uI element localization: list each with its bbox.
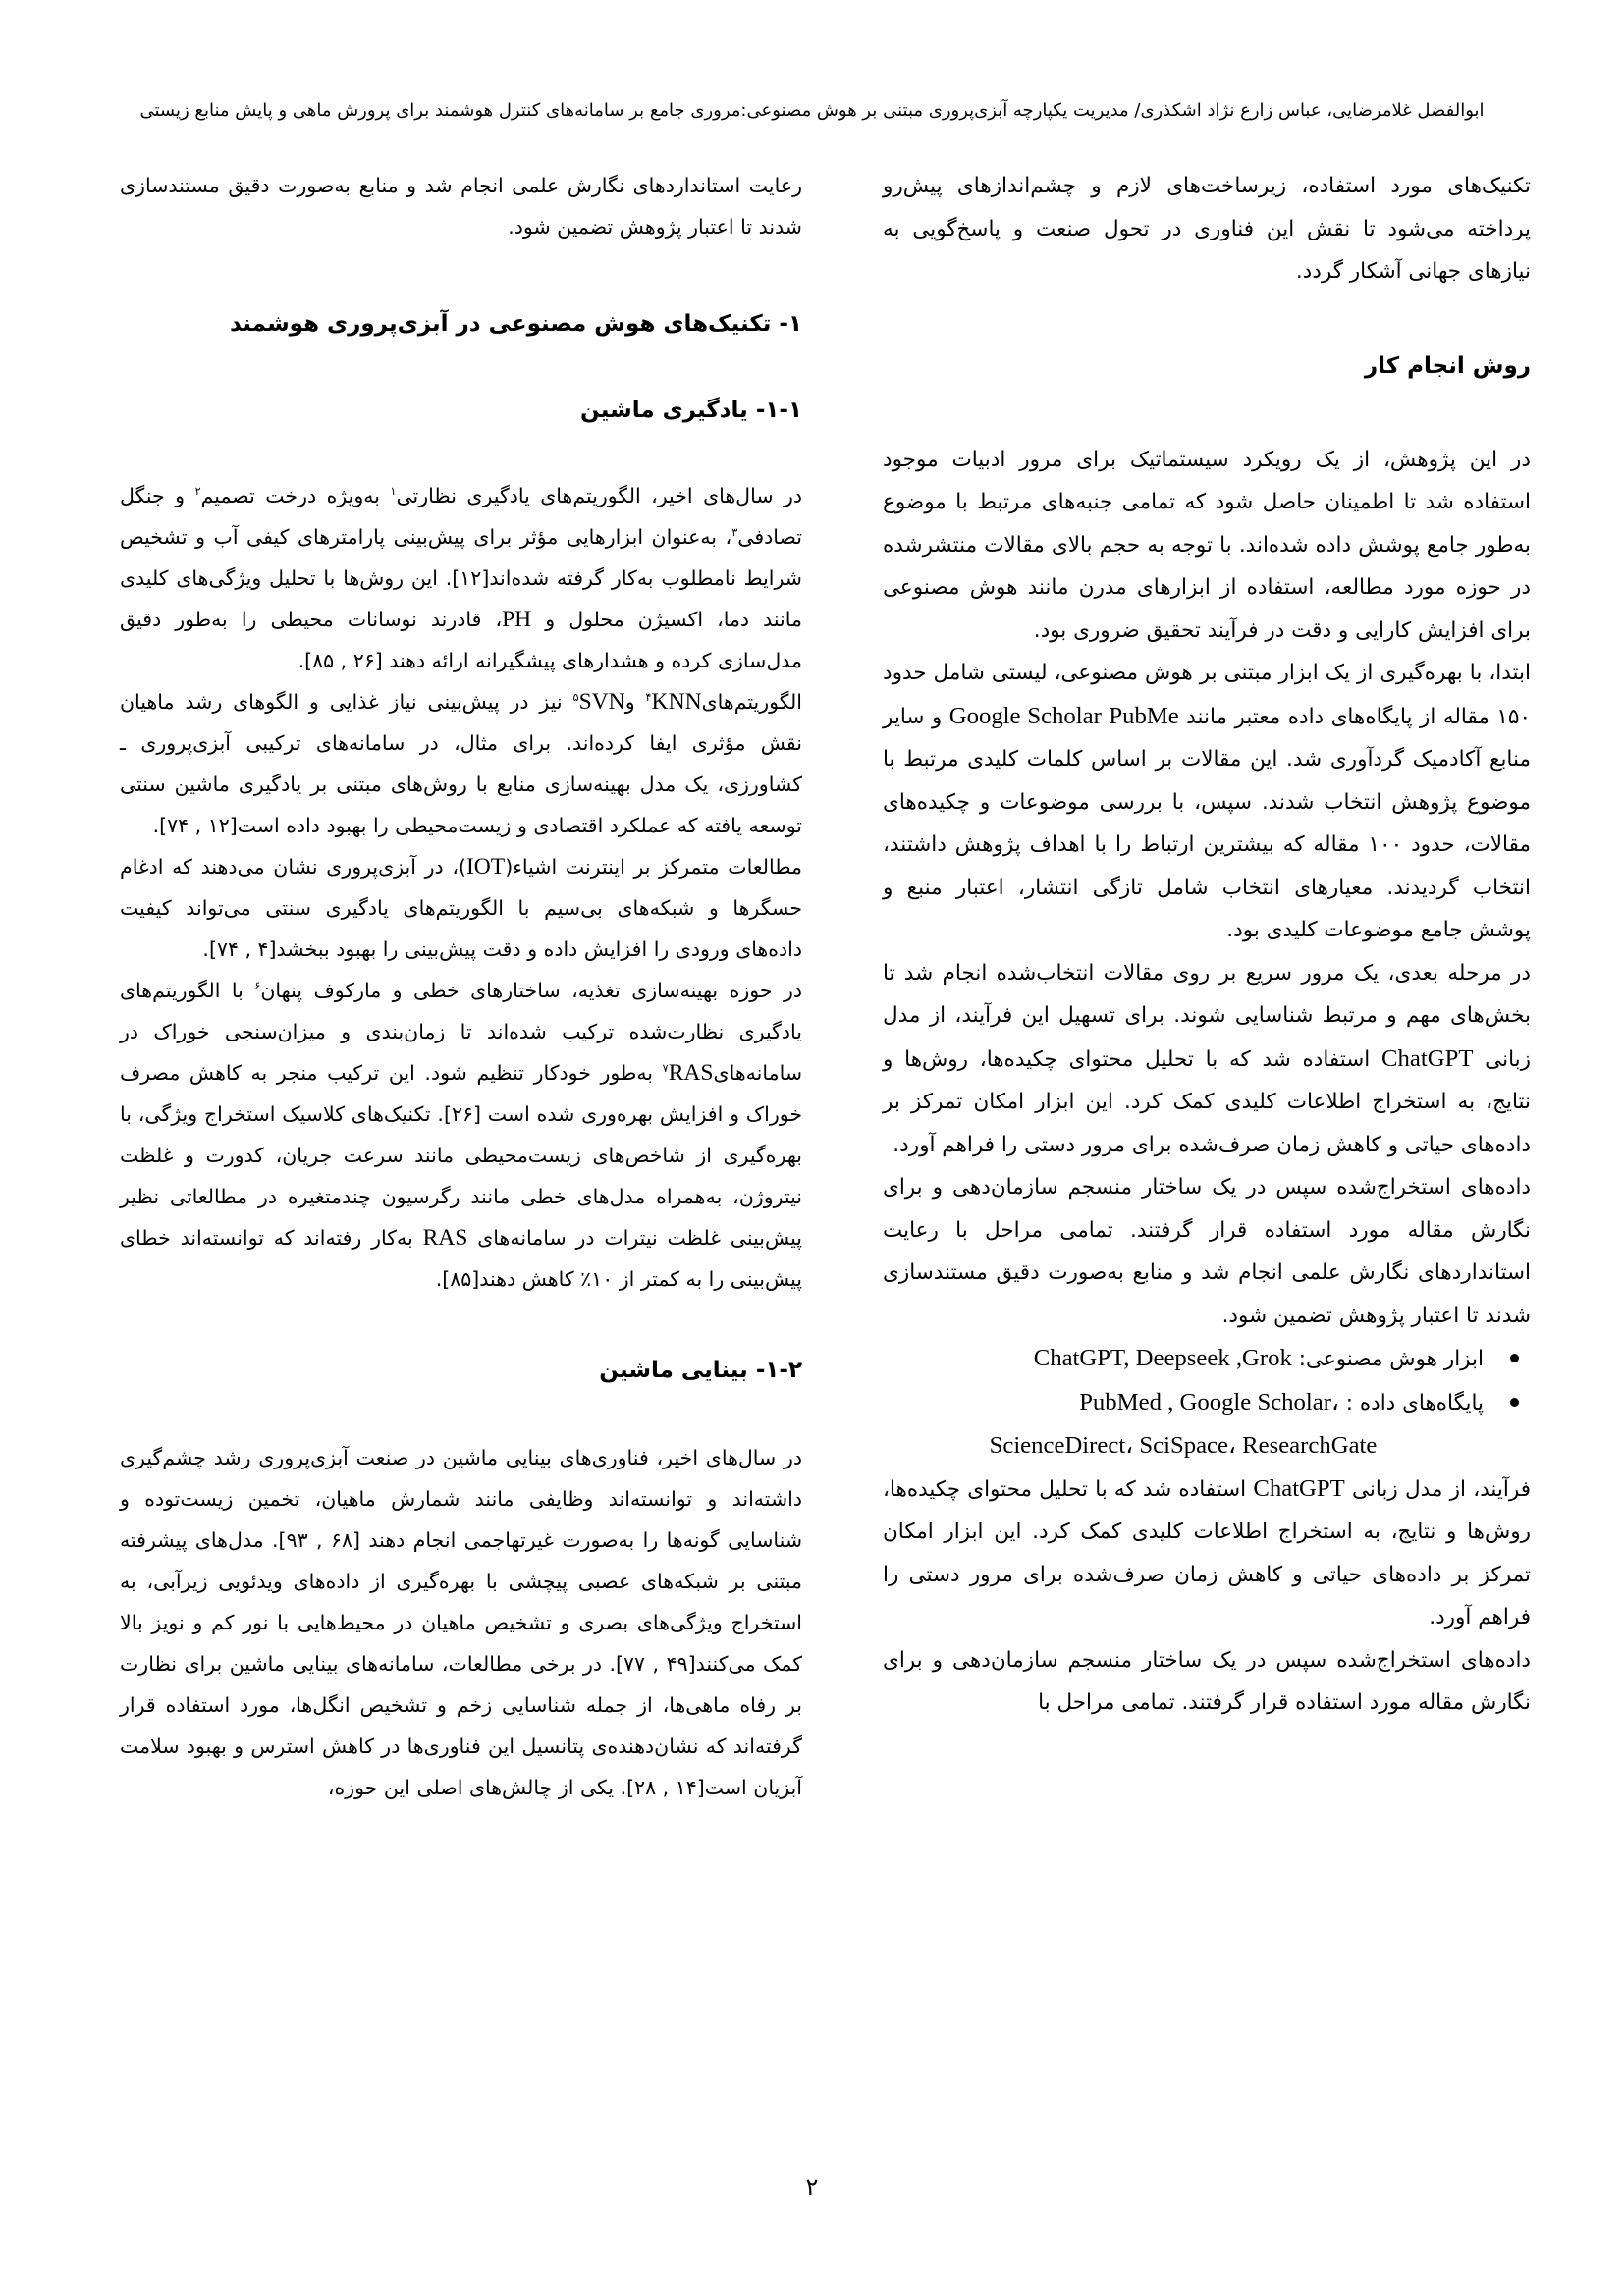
list-item-databases: پایگاه‌های داده : PubMed , Google Scholar، ScienceDirect، SciSpace، ResearchGate <box>883 1381 1531 1468</box>
ai-tools-value: ChatGPT, Deepseek ,Grok <box>1033 1345 1292 1371</box>
iot-term: IOT <box>465 854 506 880</box>
footnote-ref: ۷ <box>662 1062 669 1076</box>
chatgpt-term: ChatGPT <box>1253 1474 1345 1502</box>
ml-paragraph-1: در سال‌های اخیر، الگوریتم‌های یادگیری نظارتی$^۱$ به‌ویژه درخت تصمیم$^۲$ و جنگل تصادفی$^۳$، به‌عنوان ابزارهایی مؤثر برای پیش‌بینی پارامترهای کیفی آب و تشخیص شرایط نامطلوب به‌کار گرفته شده‌اند[۱۲]. این روش‌ها با تحلیل ویژگی‌های کلیدی مانند دما، اکسیژن محلول و PH، قادرند نوسانات محیطی را به‌طور دقیق مدل‌سازی کرده و هشدارهای پیشگیرانه ارائه دهند [۲۶ , ۸۵]. <box>120 484 803 672</box>
tools-list <box>883 1337 1531 1468</box>
right-column <box>883 165 1531 1725</box>
section-1-heading: ۱- تکنیک‌های هوش مصنوعی در آبزی‌پروری هوشمند <box>229 311 802 337</box>
method-paragraph-1: در این پژوهش، از یک رویکرد سیستماتیک برای مرور ادبیات موجود استفاده شد تا اطمینان حاصل شود که تمامی جنبه‌های مرتبط با موضوع به‌طور جامع پوشش داده شده‌اند. با توجه به حجم بالای مقالات منتشرشده در حوزه مورد مطالعه، استفاده از ابزارهای مدرن مانند هوش مصنوعی برای افزایش کارایی و دقت در فرآیند تحقیق ضروری بود. <box>883 447 1531 643</box>
ras-term: RAS <box>422 1225 468 1251</box>
left-column <box>120 165 802 1808</box>
running-title: ابوالفضل غلامرضایی، عباس زارع نژاد اشکذری/ مدیریت یکپارچه آبزی‌پروری مبتنی بر هوش مصنوعی:مروری جامع بر سامانه‌های کنترل هوشمند برای پرورش ماهی و پایش منابع زیستی <box>139 100 1485 121</box>
running-header <box>118 98 1506 124</box>
page-number: ۲ <box>805 2173 819 2201</box>
section-1-2-heading: ۱-۲- بینایی ماشین <box>599 1358 802 1383</box>
continuation-paragraph: رعایت استانداردهای نگارش علمی انجام شد و منابع به‌صورت دقیق مستندسازی شدند تا اعتبار پژوهش تضمین شود. <box>120 174 802 239</box>
footnote-ref: ۴ <box>645 691 652 705</box>
mv-paragraph-1: در سال‌های اخیر، فناوری‌های بینایی ماشین در صنعت آبزی‌پروری رشد چشم‌گیری داشته‌اند و توانسته‌اند وظایفی مانند شمارش ماهیان، تخمین زیست‌توده و شناسایی گونه‌ها را به‌صورت غیرتهاجمی انجام دهند [۶۸ , ۹۳]. مدل‌های پیشرفته مبتنی بر شبکه‌های عصبی پیچشی با بهره‌گیری از داده‌های ویدئویی زیرآبی، به استخراج ویژگی‌های بصری و تشخیص ماهیان در محیط‌هایی با نور کم و نویز بالا کمک می‌کنند[۴۹ , ۷۷]. در برخی مطالعات، سامانه‌های بینایی ماشین برای نظارت بر رفاه ماهی‌ها، از جمله شناسایی زخم و تشخیص انگل‌ها، مورد استفاده قرار گرفته‌اند که نشان‌دهنده‌ی پتانسیل این فناوری‌ها در کاهش استرس و بهبود سلامت آبزیان است[۱۴ , ۲۸]. یکی از چالش‌های اصلی این حوزه، <box>120 1446 802 1799</box>
chatgpt-term: ChatGPT <box>1381 1044 1474 1072</box>
method-heading: روش انجام کار <box>1364 352 1531 379</box>
pubmed-term: PubMe <box>1109 702 1179 729</box>
footnote-ref: ۶ <box>254 980 261 993</box>
footnote-ref: ۳ <box>731 526 738 540</box>
bullet-icon <box>1510 1354 1519 1362</box>
section-1-1-heading: ۱-۱- یادگیری ماشین <box>580 398 802 423</box>
footnote-ref: ۲ <box>194 485 201 499</box>
bullet-icon <box>1510 1398 1519 1407</box>
intro-paragraph: تکنیک‌های مورد استفاده، زیرساخت‌های لازم و چشم‌اندازهای پیش‌رو پرداخته می‌شود تا نقش این فناوری در تحول صنعت و پاسخ‌گویی به نیازهای جهانی آشکار گردد. <box>883 174 1531 284</box>
databases-value: PubMed , Google Scholar، <box>1079 1388 1339 1415</box>
footnote-ref: ۵ <box>572 691 579 705</box>
ras-term: RAS <box>668 1060 714 1086</box>
method-paragraph-3: در مرحله بعدی، یک مرور سریع بر روی مقالات انتخاب‌شده انجام شد تا بخش‌های مهم و مرتبط شناسایی شوند. برای تسهیل این فرآیند، از مدل زبانی ChatGPT استفاده شد که با تحلیل محتوای چکیده‌ها، روش‌ها و نتایج، به استخراج اطلاعات کلیدی کمک کرد. این ابزار امکان تمرکز بر داده‌های حیاتی و کاهش زمان صرف‌شده برای مرور دستی را فراهم آورد. <box>883 960 1532 1157</box>
method-paragraph-2: ابتدا، با بهره‌گیری از یک ابزار مبتنی بر هوش مصنوعی، لیستی شامل حدود ۱۵۰ مقاله از پایگاه‌های داده معتبر مانند PubMe Google Scholar و سایر منابع آکادمیک گردآوری شد. این مقالات بر اساس کلمات کلیدی مرتبط با موضوع پژوهش انتخاب شدند. سپس، با بررسی موضوعات و چکیده‌های مقالات، حدود ۱۰۰ مقاله که بیشترین ارتباط را با اهداف پژوهش داشتند، انتخاب گردیدند. معیارهای انتخاب شامل تازگی انتشار، اعتبار منبع و پوشش جامع موضوعات کلیدی بود. <box>883 661 1531 942</box>
databases-continuation: ScienceDirect، SciSpace، ResearchGate <box>989 1432 1378 1459</box>
google-scholar-term: Google Scholar <box>948 702 1102 729</box>
method-paragraph-4: داده‌های استخراج‌شده سپس در یک ساختار منسجم سازمان‌دهی و برای نگارش مقاله مورد استفاده قرار گرفتند. تمامی مراحل با رعایت استانداردهای نگارش علمی انجام شد و منابع به‌صورت دقیق مستندسازی شدند تا اعتبار پژوهش تضمین شود. <box>883 1175 1531 1328</box>
ml-paragraph-2: الگوریتم‌هایKNN$^۴$ وSVN$^۵$ نیز در پیش‌بینی نیاز غذایی و الگوهای رشد ماهیان نقش مؤثری ایفا کرده‌اند. برای مثال، در سامانه‌های ترکیبی آبزی‌پروری ـ کشاورزی، یک مدل بهینه‌سازی منابع با روش‌های مبتنی بر یادگیری ماشین سنتی توسعه یافته که عملکرد اقتصادی و زیست‌محیطی را بهبود داده است[۱۲ , ۷۴]. <box>120 689 802 837</box>
ml-paragraph-4: در حوزه بهینه‌سازی تغذیه، ساختارهای خطی و مارکوف پنهان$^۶$ با الگوریتم‌های یادگیری نظارت‌شده ترکیب شده‌اند تا زمان‌بندی و میزان‌سنجی خوراک در سامانه‌هایRAS$^۷$ به‌طور خودکار تنظیم شود. این ترکیب منجر به کاهش مصرف خوراک و افزایش بهره‌وری شده است [۲۶]. تکنیک‌های کلاسیک استخراج ویژگی، با بهره‌گیری از شاخص‌های زیست‌محیطی مانند سرعت جریان، کدورت و غلظت نیتروژن، به‌همراه مدل‌های خطی مانند رگرسیون چندمتغیره در مطالعاتی نظیر پیش‌بینی غلظت نیترات در سامانه‌های RAS به‌کار رفته‌اند که توانسته‌اند خطای پیش‌بینی را به کمتر از ۱۰٪ کاهش دهند[۸۵]. <box>120 979 803 1291</box>
list-item-ai-tools: ابزار هوش مصنوعی: ChatGPT, Deepseek ,Grok <box>883 1337 1531 1381</box>
svn-term: SVN <box>578 689 625 715</box>
ph-term: PH <box>502 607 532 632</box>
ml-paragraph-3: مطالعات متمرکز بر اینترنت اشیاء(IOT)، در آبزی‌پروری نشان می‌دهند که ادغام حسگرها و شبکه‌های بی‌سیم با الگوریتم‌های یادگیری سنتی می‌تواند کیفیت داده‌های ورودی را افزایش داده و دقت پیش‌بینی را بهبود ببخشد[۴ , ۷۴]. <box>120 854 802 961</box>
knn-term: KNN <box>651 689 702 715</box>
method-paragraph-5: فرآیند، از مدل زبانی ChatGPT استفاده شد که با تحلیل محتوای چکیده‌ها، روش‌ها و نتایج، به استخراج اطلاعات کلیدی کمک کرد. این ابزار امکان تمرکز بر داده‌های حیاتی و کاهش زمان صرف‌شده برای مرور دستی را فراهم آورد. <box>883 1474 1532 1629</box>
footnote-ref: ۱ <box>390 485 397 499</box>
method-paragraph-6: داده‌های استخراج‌شده سپس در یک ساختار منسجم سازمان‌دهی و برای نگارش مقاله مورد استفاده قرار گرفتند. تمامی مراحل با <box>883 1647 1531 1715</box>
